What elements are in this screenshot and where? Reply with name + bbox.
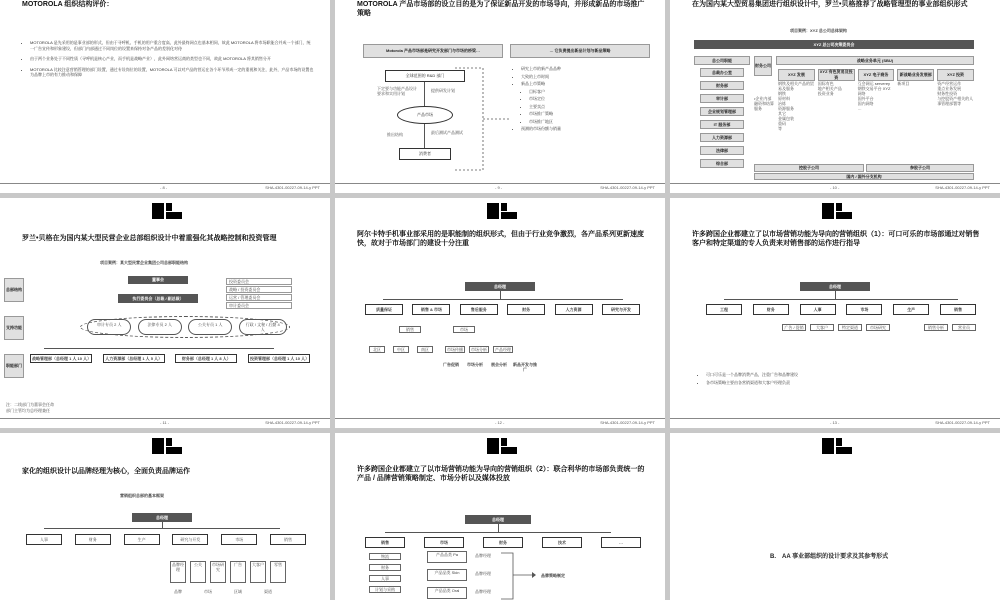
- slide-title: 家化的组织设计以品牌经理为核心，全面负责品牌运作: [22, 468, 190, 475]
- brand-col: [427, 551, 467, 599]
- slide-title: 许多跨国企业都建立了以市场营销功能为导向的营销组织（1）：可口可乐的市场部通过对销售客户和特定渠道的专人负责来对销售部的运作进行指导: [692, 231, 980, 247]
- unit-item: 资源服务: [778, 106, 794, 111]
- support-item: 法律专员 2 人: [138, 319, 182, 335]
- dept-box: 销售: [270, 534, 306, 545]
- flow-label: 提供研发计划: [431, 88, 455, 93]
- unit-col: [937, 69, 974, 131]
- brand-box: 产品品类 Skin: [427, 569, 467, 581]
- slide-thumbnail-15[interactable]: [335, 433, 665, 600]
- region-box: 北区: [369, 346, 385, 353]
- unit-item: 国际有色: [817, 81, 834, 86]
- bullet-item: • MOTOROLA 比较注意营销管理的部门设置，通过专设岗位的设置，MOTOROLA 可以对产品的营运在各个环节形成一定的重视和关注，此外，产品市场的设置也为品牌上市的有力推动和保障: [30, 67, 314, 78]
- brand-box: 产品品类 Oral: [427, 587, 467, 599]
- slide-thumbnail-9[interactable]: [335, 0, 665, 193]
- dept-box: 研究与开发: [602, 304, 640, 315]
- row-label: 职能部门: [4, 354, 24, 378]
- slide-title: 罗兰•贝格在为国内某大型民营企业总部组织设计中着重强化其战略控制和投资管理: [22, 235, 277, 242]
- brand-box: 产品品类 Pa: [427, 551, 467, 563]
- slide-title: 在为国内某大型贸易集团进行组织设计中，罗兰•贝格推荐了战略管理型的事业部组织形式: [692, 1, 968, 8]
- unit-item: 钢铁及相关产品的贸易及服务: [778, 81, 814, 91]
- market-sub-row: [782, 324, 890, 331]
- unit-item: 重码: [778, 121, 786, 126]
- bullet-item: • 可口可乐是一个品牌消费产品，注重广告和品牌建设: [706, 372, 990, 378]
- logo-icon: [487, 438, 517, 454]
- bottom-label: 渠道: [264, 589, 272, 594]
- dept-box: 人力资源部: [700, 133, 744, 142]
- support-item: 审计专员 2 人: [87, 319, 131, 335]
- leaf-row: [441, 362, 537, 372]
- bottom-row: [174, 589, 272, 594]
- connector: [383, 299, 623, 300]
- gm-box: 总经理: [800, 282, 870, 291]
- list-item: • 市场定位: [529, 96, 655, 102]
- dept-box: 销售 & 市场: [412, 304, 450, 315]
- footnote: 部门主管均为总经理兼任: [6, 408, 50, 413]
- joint-box: 参股子公司: [866, 164, 974, 172]
- unit-col: [818, 69, 855, 131]
- dept-box: 市场: [221, 534, 257, 545]
- case-label: 营销组织总部的基本框架: [120, 493, 164, 498]
- bottom-label: 区域: [234, 589, 242, 594]
- list-item: • 主要卖点: [529, 104, 655, 110]
- dept-box: 销售: [365, 537, 405, 548]
- dept-box: 质量保证: [365, 304, 403, 315]
- doc-reference: SHA-4301-00227-09-14-y PPT: [600, 185, 655, 190]
- right-header: … 它负责提出新品计划与新品策略: [510, 44, 650, 58]
- unit-item: 国内网络: [857, 101, 874, 106]
- department-box: 财务部（总经理 1 人 8 人）: [175, 354, 237, 363]
- sub-box: 销售: [399, 326, 421, 333]
- dept-row: [30, 354, 310, 363]
- sbu-header: 战略业务单元 (SBU): [776, 56, 974, 65]
- flow-label: 最后测试产品测试: [431, 130, 463, 135]
- dept-box: 法律部: [700, 146, 744, 155]
- footer-rule: [670, 418, 1000, 419]
- gm-box: 总经理: [465, 515, 531, 524]
- dept-box: 财务: [507, 304, 545, 315]
- slide-title: MOTOROLA 产品市场部的设立目的是为了保证新品开发的市场导向，并形成新品的市场推广策略: [357, 1, 645, 17]
- logo-icon: [822, 203, 852, 219]
- unit-header: XYZ 投资: [937, 69, 974, 81]
- office-header: 总公司职能: [694, 56, 750, 65]
- connector: [385, 532, 611, 533]
- dept-box: 财务: [75, 534, 111, 545]
- dept-box: 研究与开发: [172, 534, 208, 545]
- dept-box: 财务: [483, 537, 523, 548]
- sales-sub-box: 销售分析: [924, 324, 948, 331]
- unit-item: 与控股资产相关的人事管理部署等: [937, 96, 974, 106]
- slide-thumbnail-13[interactable]: [670, 198, 1000, 428]
- left-header: Motorola 产品市场部是研究开发部门与市场的桥梁…: [363, 44, 503, 58]
- unit-item: 地产相关产品: [817, 86, 842, 91]
- leaf-label: 展会分析: [491, 362, 507, 367]
- footnote: 注：二线部门为董事会任命: [6, 402, 54, 407]
- dept-box: 技术: [542, 537, 582, 548]
- dept-row: [365, 537, 641, 548]
- exec-box: 执行委员会（总裁 / 副总裁）: [118, 294, 198, 303]
- bottom-label: 市场: [204, 589, 212, 594]
- bullet-list: [24, 40, 314, 83]
- brand-manager-label: 品牌经理: [475, 589, 491, 594]
- unit-item: 原材料: [778, 96, 790, 101]
- dashed-bracket: [453, 64, 513, 174]
- dept-row: [26, 534, 306, 545]
- sales-sub-col: [369, 553, 401, 593]
- dept-box: 售后服务: [460, 304, 498, 315]
- brand-manager-label: 品牌经理: [475, 553, 491, 558]
- slide-thumbnail-16[interactable]: [670, 433, 1000, 600]
- doc-reference: SHA-4301-00227-09-14-y PPT: [935, 420, 990, 425]
- logo-icon: [487, 203, 517, 219]
- case-label: 项目案例：XYZ 总公司总体架构: [790, 28, 847, 33]
- department-box: 战略管理部（总经理 1 人 10 人）: [32, 356, 92, 361]
- unit-item: 金属包装: [778, 116, 794, 121]
- connector: [724, 299, 958, 300]
- gm-box: 总经理: [132, 513, 192, 522]
- dept-box: 综合部: [700, 159, 744, 168]
- committee-item: 战略 / 投资委员会: [226, 286, 292, 293]
- top-committee: XYZ 总公司决策委员会: [694, 40, 974, 49]
- page-number: - 9 -: [495, 185, 503, 190]
- slide-thumbnail-8[interactable]: [0, 0, 330, 193]
- market-sub-box: 大客户: [810, 324, 834, 331]
- unit-col: [897, 69, 934, 131]
- dept-box: …: [601, 537, 641, 548]
- unit-item: 投资业务: [817, 91, 834, 96]
- page-number: - 10 -: [830, 185, 840, 190]
- market-sub-box: 市场传播: [447, 347, 463, 352]
- list-item: • 新品上市策略: [521, 81, 655, 87]
- doc-reference: SHA-4301-00227-09-14-y PPT: [265, 185, 320, 190]
- sales-sub-box: 计划与采购: [369, 586, 401, 593]
- market-sub-box: 产品经理: [495, 347, 511, 352]
- leaf-box: 零售: [270, 561, 286, 583]
- unit-header: XYZ 发展: [778, 69, 815, 81]
- region-box: 南区: [417, 346, 433, 353]
- dept-box: 企业规划管理部: [700, 107, 744, 116]
- connector: [44, 348, 274, 349]
- bullet-item: • 由于两个业务处于不同性质（寻呼机是核心产业，而手机是战略产业），此外网络营运商的类型也不同，故此 MOTOROLA 将其销售分开: [30, 56, 314, 62]
- page-number: - 8 -: [160, 185, 168, 190]
- bracket-arrow: [499, 551, 539, 600]
- slide-thumbnail-14[interactable]: [0, 433, 330, 600]
- slide-title: MOTOROLA 组织结构评价：: [22, 1, 114, 8]
- page-number: - 12 -: [495, 420, 505, 425]
- footer-rule: [670, 183, 1000, 184]
- market-sub-box: 广告 / 促销: [782, 324, 806, 331]
- footer-rule: [0, 418, 330, 419]
- connector: [44, 528, 280, 529]
- leaf-box: 大客户: [250, 561, 266, 583]
- sales-sub-row: [924, 324, 976, 331]
- flow-label: 推出结构: [387, 132, 403, 137]
- department-box: 投资管理部（总经理 1 人 10 人）: [249, 356, 310, 361]
- slide-thumbnail-11[interactable]: [0, 198, 330, 428]
- leaf-label: 市场分析: [467, 362, 483, 367]
- connector: [498, 524, 499, 532]
- unit-header: XYZ 电子商务: [858, 69, 895, 81]
- market-sub-box: 市场分析: [471, 347, 487, 352]
- unit-item: 新项目: [897, 81, 910, 86]
- market-sub-box: 市场研究: [866, 324, 890, 331]
- list-item: • 研究上市的新产品品种: [521, 66, 655, 72]
- section-heading: B. AA 事业部组织的设计要求及其参考形式: [770, 554, 889, 560]
- dept-box: 工程: [706, 304, 742, 315]
- unit-item: …: [857, 106, 862, 111]
- dept-box: IT 服务部: [700, 120, 744, 129]
- slide-thumbnail-10[interactable]: [670, 0, 1000, 193]
- unit-item: 资产经营运作: [937, 81, 962, 86]
- bullet-list: [700, 372, 990, 390]
- leaf-box: 公关: [190, 561, 206, 583]
- finco-desc: •企业内部融资和结算服务: [754, 96, 774, 111]
- brand-manager-label: 品牌经理: [475, 571, 491, 576]
- case-label: 项目案例：某大型民营企业集团公司总部职能结构: [100, 260, 188, 265]
- dept-column: [700, 68, 744, 168]
- footer-rule: [335, 183, 665, 184]
- unit-item: 钢铁交易平台 XYZ 网络: [857, 86, 891, 96]
- sales-sub-box: 物流: [369, 553, 401, 560]
- row-label: 支持功能: [4, 316, 24, 340]
- footer-rule: [335, 418, 665, 419]
- list-item: • 市场推广策略: [529, 111, 655, 117]
- dept-box: 财务: [753, 304, 789, 315]
- strategy-label: 品牌策略制定: [541, 573, 565, 578]
- unit-col: [858, 69, 895, 131]
- department-box: 人力资源部（总经理 1 人 5 人）: [103, 354, 165, 363]
- unit-item: 互会网运 serverey: [857, 81, 891, 86]
- unit-item: 财务性投资: [937, 91, 958, 96]
- unit-item: 国外平台: [857, 96, 874, 101]
- connector: [424, 82, 425, 106]
- dept-box: 审计部: [700, 94, 744, 103]
- branch-box: 国内 / 国外分支机构: [754, 173, 974, 180]
- support-row: [84, 319, 290, 335]
- leaf-label: 新品开发与推广: [513, 362, 537, 372]
- holding-box: 控股子公司: [754, 164, 864, 172]
- list-item: • 预测的市场份额与销量: [521, 126, 655, 132]
- dept-row: [706, 304, 976, 315]
- row-label: 总部结构: [4, 278, 24, 302]
- sales-sub-box: 财务: [369, 564, 401, 571]
- dept-box: 市场: [424, 537, 464, 548]
- committee-list: [226, 278, 292, 309]
- finco-header: 财务公司: [754, 56, 772, 76]
- dept-box: 人事: [26, 534, 62, 545]
- committee-item: 运营 / 管理委员会: [226, 294, 292, 301]
- page-number: - 13 -: [830, 420, 840, 425]
- bullet-item: • MOTOROLA 是先采用的是事业部的形式，但由于寻呼机、手机的用户重合度高，此外最终网点也基本相同，故此 MOTOROLA 将市场职能合并成一个部门，统一广告宣传和形象建设，但部门内部通过不同岗位的设置来保持对各产品的差别化对待: [30, 40, 314, 51]
- doc-reference: SHA-4301-00227-09-14-y PPT: [935, 185, 990, 190]
- support-item: 公关专员 1 人: [188, 319, 232, 335]
- page-number: - 11 -: [160, 420, 170, 425]
- consumer-box: 消费者: [399, 148, 451, 160]
- unit-item: 等: [778, 126, 782, 131]
- doc-reference: SHA-4301-00227-09-14-y PPT: [600, 420, 655, 425]
- leaf-row: [170, 561, 286, 583]
- bottom-label: 品牌: [174, 589, 182, 594]
- connector: [835, 291, 836, 299]
- dept-box: 生产: [893, 304, 929, 315]
- dept-row: [365, 304, 640, 315]
- unit-header: XYZ 有色贸易及投资: [819, 69, 853, 80]
- dept-box: 销售: [940, 304, 976, 315]
- list-item: • 市场推广地区: [529, 119, 655, 125]
- logo-icon: [822, 438, 852, 454]
- sales-sub-box: 营业员: [952, 324, 976, 331]
- leaf-box: 品牌经理: [170, 561, 186, 583]
- unit-row: [778, 69, 974, 131]
- slide-thumbnail-12[interactable]: [335, 198, 665, 428]
- list-item: • 大致的上市时间: [521, 74, 655, 80]
- region-row: [369, 346, 433, 353]
- unit-item: 钢铁: [778, 91, 786, 96]
- leaf-label: 广告促销: [443, 362, 459, 367]
- dept-box: 市场: [846, 304, 882, 315]
- rd-box: 全球范围的 R&D 部门: [385, 70, 465, 82]
- connector: [424, 124, 425, 148]
- committee-item: 审计委员会: [226, 302, 292, 309]
- unit-col: [778, 69, 815, 131]
- leaf-box: 市场研究: [210, 561, 226, 583]
- logo-icon: [152, 438, 182, 454]
- unit-item: 重点业务发展: [937, 86, 962, 91]
- slide-title: 许多跨国企业都建立了以市场营销功能为导向的营销组织（2）：联合利华的市场部负责统一的产品 / 品牌营销策略制定、市场分析以及媒体投放: [357, 466, 645, 482]
- doc-reference: SHA-4301-00227-09-14-y PPT: [265, 420, 320, 425]
- footer-rule: [0, 183, 330, 184]
- dept-box: 总裁办公室: [700, 68, 744, 77]
- dept-box: 人事: [800, 304, 836, 315]
- bullet-item: • 各市场策略主要由各营销渠道和大客户经理负责: [706, 380, 990, 386]
- sales-sub-box: 人事: [369, 575, 401, 582]
- plan-list: [515, 66, 655, 134]
- unit-item: 冶炼: [778, 101, 786, 106]
- board-box: 董事会: [128, 276, 188, 284]
- logo-icon: [152, 203, 182, 219]
- dept-box: 财务部: [700, 81, 744, 90]
- connector: [500, 291, 501, 299]
- list-item: • 目标客户: [529, 89, 655, 95]
- slide-title: 阿尔卡特手机事业部采用的是职能制的组织形式，但由于行业竞争激烈，各产品系列更新速度快，故对于市场部门的建设十分注重: [357, 231, 644, 247]
- region-box: 中区: [393, 346, 409, 353]
- market-ellipse: 产品市场: [397, 106, 453, 124]
- sub-box: 市场: [453, 326, 475, 333]
- market-sub-box: 特定渠道: [838, 324, 862, 331]
- dept-box: 生产: [124, 534, 160, 545]
- support-item: 行政 / 文秘 / 后勤 4 人: [239, 319, 287, 335]
- flow-label: 下定要与功能产品设计要求和实用计划: [377, 86, 417, 96]
- unit-item: 其它: [778, 111, 786, 116]
- dept-box: 人力资源: [555, 304, 593, 315]
- committee-item: 投资委员会: [226, 278, 292, 285]
- unit-header: 新战略业务发展部: [897, 69, 934, 81]
- leaf-box: 广告: [230, 561, 246, 583]
- market-sub-row: [445, 346, 513, 353]
- gm-box: 总经理: [465, 282, 535, 291]
